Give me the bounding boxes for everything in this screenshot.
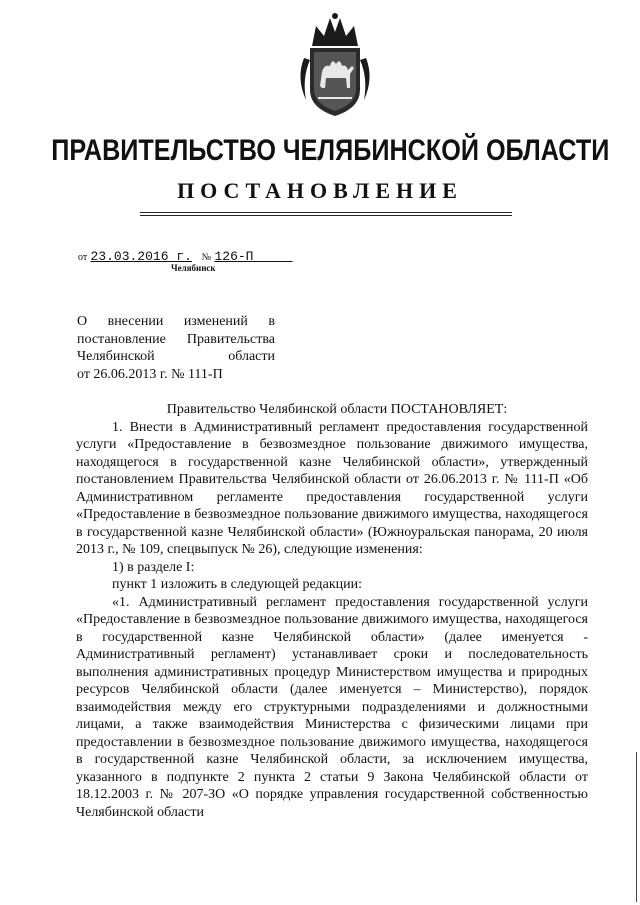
list-item: 1) в разделе I: — [112, 559, 195, 575]
header-divider — [140, 212, 512, 213]
document-number: 126-П — [214, 249, 254, 264]
scan-edge-line — [636, 752, 637, 902]
quoted-paragraph: «1. Административный регламент предоставления государственной услуги «Предоставление в безвозмездное пользование движимого имущества, находящегося в государственной казне Челябинской области» (далее именуется - Административный регламент) устанавливает сроки и последовательность выполнения административных процедур Министерством имущества и природных ресурсов Челябинской области (далее именуется – Министерство), порядок взаимодействия между его структурными подразделениями и должностными лицами, а также взаимодействия Министерства с физическими лицами при предоставлении в безвозмездное пользование движимого имущества, находящегося в государственной казне Челябинской области, за исключением имущества, указанного в подпункте 2 пункта 2 статьи 9 Закона Челябинской области от 18.12.2003 г. № 207-ЗО «О порядке управления государственной собственностью Челябинской области — [76, 594, 588, 820]
document-dateline — [78, 248, 293, 264]
subject-line: О внесении изменений в — [77, 314, 275, 329]
date-prefix: от — [78, 252, 88, 263]
subject-line: Челябинской области — [77, 349, 275, 364]
document-type-title: ПОСТАНОВЛЕНИЕ — [177, 178, 463, 203]
header-divider-second — [140, 215, 512, 216]
list-item: пункт 1 изложить в следующей редакции: — [112, 577, 362, 592]
number-prefix: № — [201, 252, 212, 263]
document-date: 23.03.2016 г. — [90, 249, 192, 264]
paragraph-1: 1. Внести в Административный регламент предоставления государственной услуги «Предоставление в безвозмездное пользование движимого имущества, находящегося в государственной казне Челябинской области», утвержденный постановлением Правительства Челябинской области от 26.06.2013 г. № 111-П «Об Административном регламенте предоставления государственной услуги «Предоставление в безвозмездное пользование движимого имущества, находящегося в государственной казне Челябинской области» (Южноуральская панорама, 20 июля 2013 г., № 109, спецвыпуск № 26), следующие изменения: — [76, 419, 588, 557]
document-body — [76, 401, 588, 821]
coat-of-arms-emblem — [294, 8, 376, 120]
document-subject — [77, 313, 275, 383]
subject-line: постановление Правительства — [77, 331, 275, 347]
government-title: ПРАВИТЕЛЬСТВО ЧЕЛЯБИНСКОЙ ОБЛАСТИ — [51, 134, 610, 167]
document-city: Челябинск — [171, 263, 216, 273]
subject-line: от 26.06.2013 г. № 111-П — [77, 366, 223, 382]
preamble: Правительство Челябинской области ПОСТАНОВЛЯЕТ: — [166, 402, 508, 417]
